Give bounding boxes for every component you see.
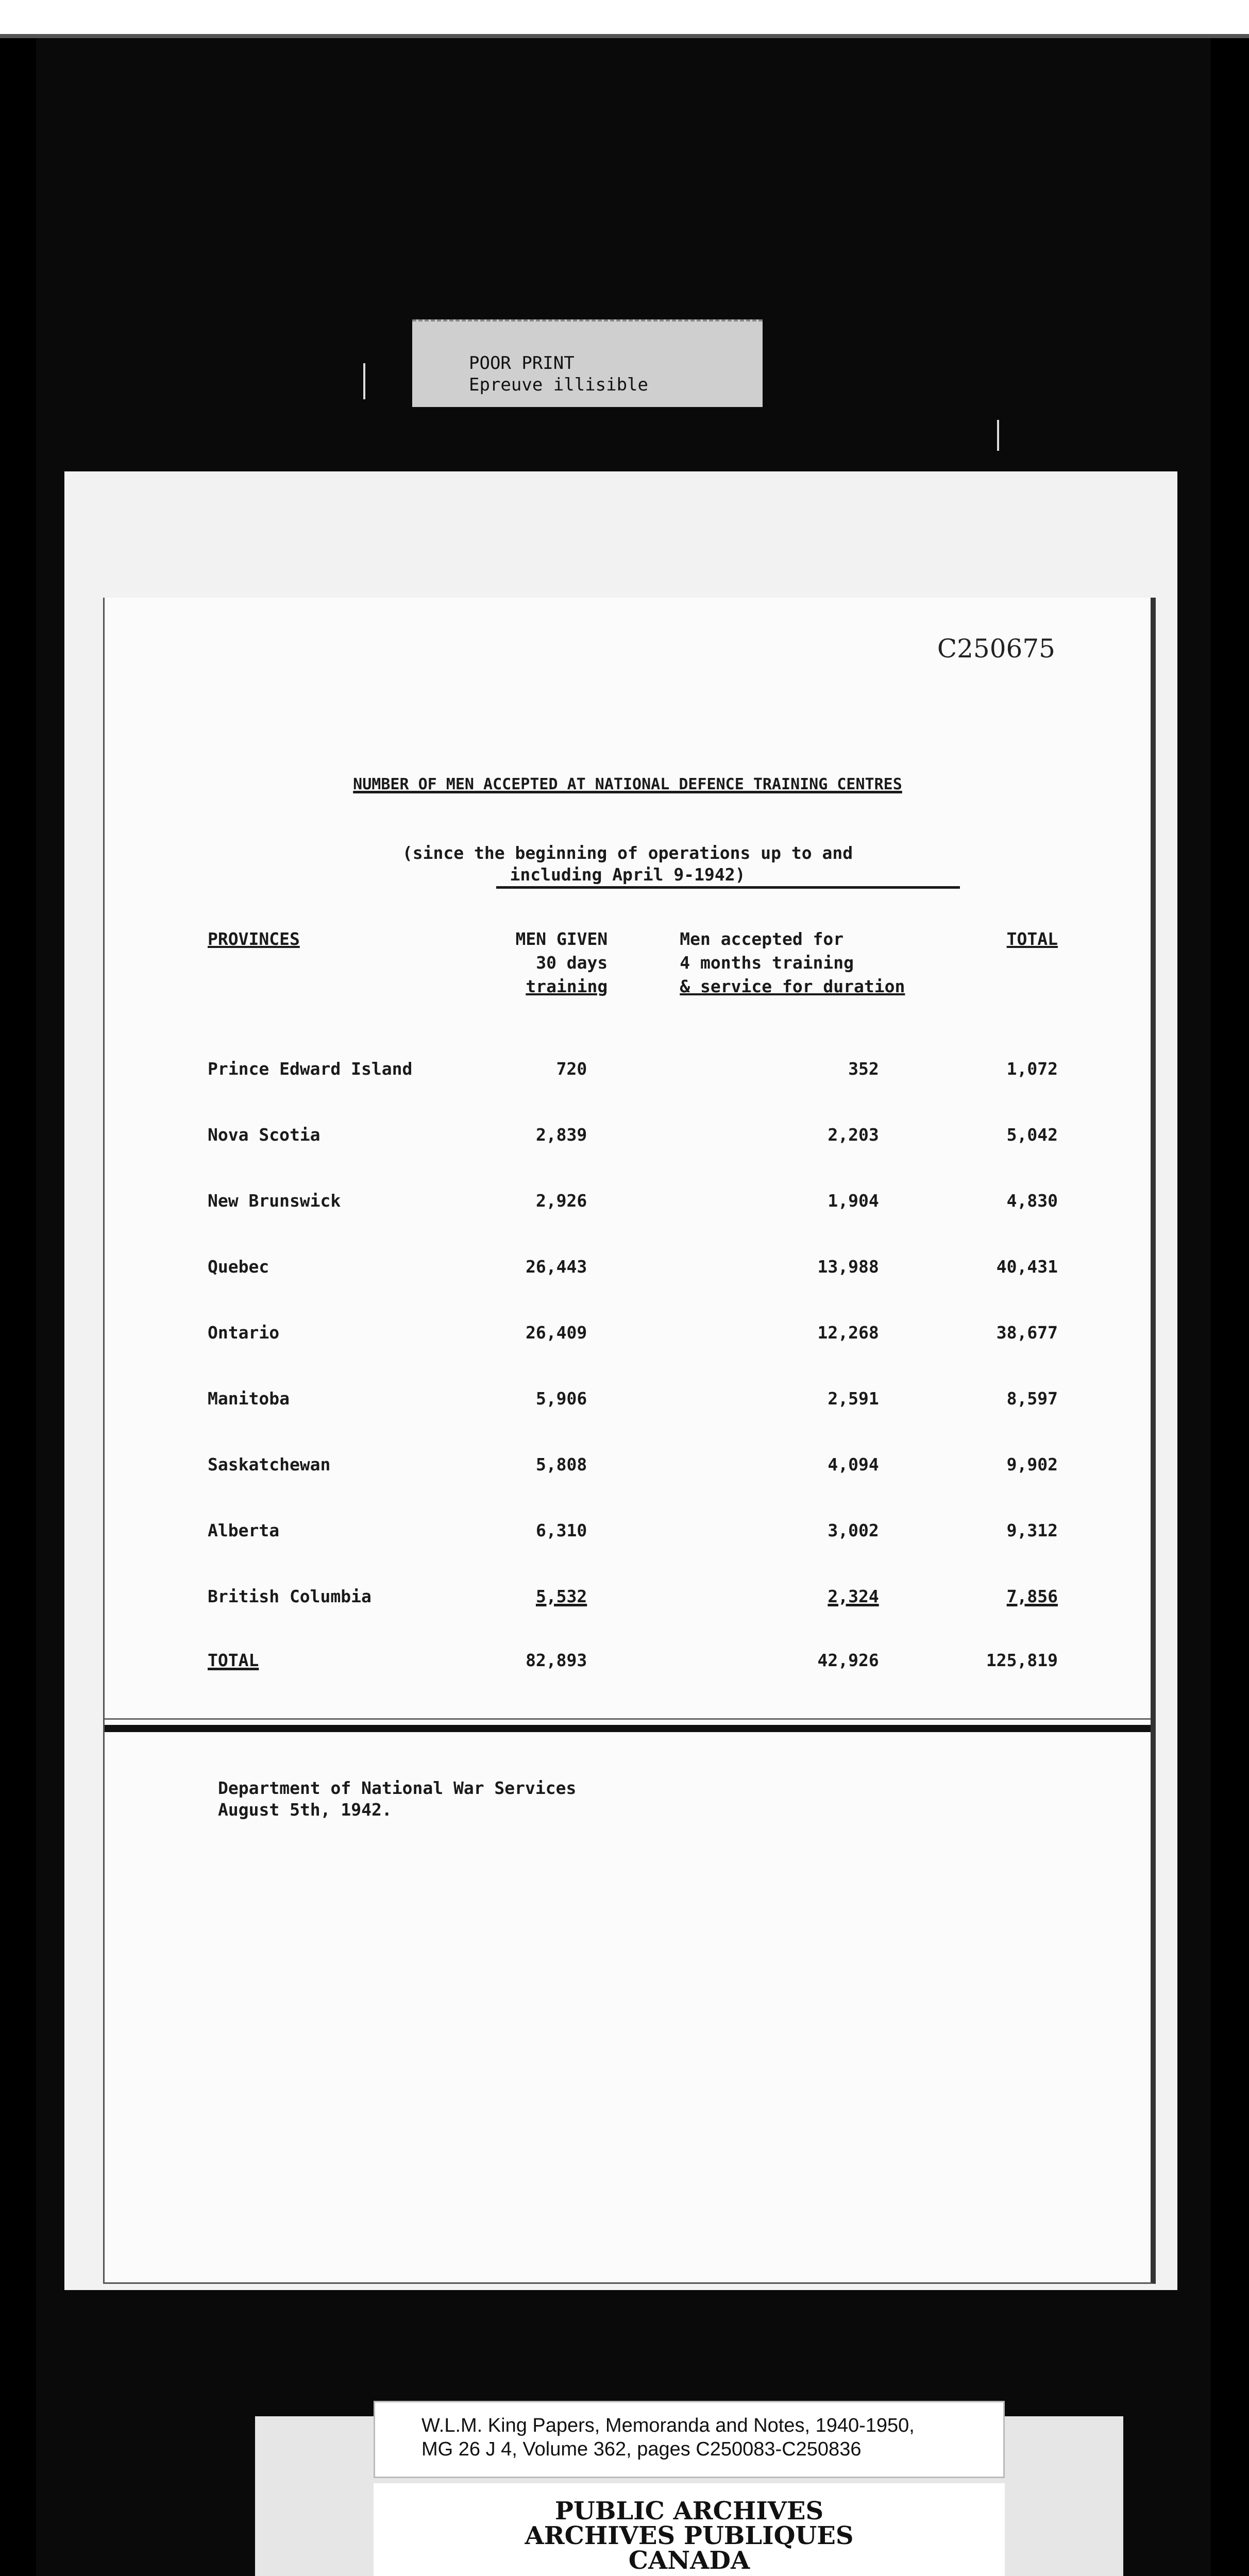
divider-thick bbox=[105, 1725, 1151, 1732]
subtitle-line2: including April 9-1942) bbox=[510, 865, 746, 885]
cell-province: Ontario bbox=[208, 1322, 280, 1343]
header-men-accepted: Men accepted for 4 months training & service for duration bbox=[680, 929, 905, 996]
table-row bbox=[208, 1497, 1058, 1563]
cell-total: 5,042 bbox=[1006, 1124, 1058, 1145]
cell-province: Nova Scotia bbox=[208, 1124, 320, 1145]
cell-accepted: 2,324 bbox=[828, 1586, 879, 1606]
cell-province: Quebec bbox=[208, 1256, 269, 1277]
cell-given: 720 bbox=[556, 1058, 587, 1079]
cell-accepted: 4,094 bbox=[828, 1454, 879, 1475]
cell-total: 4,830 bbox=[1006, 1190, 1058, 1211]
cell-total: 38,677 bbox=[996, 1322, 1058, 1343]
cell-province: Alberta bbox=[208, 1520, 280, 1540]
cell-province: British Columbia bbox=[208, 1586, 372, 1606]
cell-total: 9,902 bbox=[1006, 1454, 1058, 1475]
stamp-line3: CANADA bbox=[628, 2546, 750, 2575]
footer-line1: Department of National War Services bbox=[218, 1778, 577, 1798]
top-rule bbox=[0, 34, 1249, 38]
cell-province: New Brunswick bbox=[208, 1190, 341, 1211]
cell-total: 8,597 bbox=[1006, 1388, 1058, 1409]
cell-accepted: 3,002 bbox=[828, 1520, 879, 1540]
table-total-row bbox=[208, 1629, 1058, 1691]
divider-thin bbox=[105, 1718, 1151, 1720]
caption-line2: MG 26 J 4, Volume 362, pages C250083-C250836 bbox=[421, 2438, 862, 2460]
document-page bbox=[103, 598, 1156, 2284]
footer-line2: August 5th, 1942. bbox=[218, 1800, 392, 1820]
footer-note bbox=[218, 1777, 576, 1821]
cell-accepted: 2,203 bbox=[828, 1124, 879, 1145]
cell-accepted: 13,988 bbox=[817, 1256, 879, 1277]
cell-given: 5,532 bbox=[535, 1586, 587, 1606]
archive-label bbox=[255, 2416, 1123, 2576]
cell-total-accepted: 42,926 bbox=[817, 1650, 879, 1670]
header-total: TOTAL bbox=[1006, 929, 1058, 949]
cell-given: 26,443 bbox=[526, 1256, 587, 1277]
cell-given: 5,808 bbox=[535, 1454, 587, 1475]
cell-accepted: 352 bbox=[848, 1058, 879, 1079]
header-provinces: PROVINCES bbox=[208, 929, 300, 949]
cell-given: 2,839 bbox=[535, 1124, 587, 1145]
stamp-line2: ARCHIVES PUBLIQUES bbox=[525, 2521, 854, 2550]
cell-accepted: 2,591 bbox=[828, 1388, 879, 1409]
cell-total-given: 82,893 bbox=[526, 1650, 587, 1670]
film-mark-left bbox=[363, 363, 365, 399]
cell-total: 7,856 bbox=[1006, 1586, 1058, 1606]
subtitle-underline bbox=[496, 886, 960, 889]
caption-line1: W.L.M. King Papers, Memoranda and Notes, 1940-1950, bbox=[421, 2415, 915, 2436]
film-mark-right bbox=[997, 420, 999, 451]
cell-province: Prince Edward Island bbox=[208, 1058, 413, 1079]
poor-print-slip bbox=[412, 319, 763, 407]
table-row bbox=[208, 1299, 1058, 1365]
subtitle-line1: (since the beginning of operations up to and bbox=[402, 843, 853, 863]
table-row bbox=[208, 1233, 1058, 1299]
cell-province: Manitoba bbox=[208, 1388, 290, 1409]
poor-print-line2: Epreuve illisible bbox=[469, 375, 648, 395]
header-men-given: MEN GIVEN 30 days training bbox=[515, 929, 608, 996]
table-row bbox=[208, 1036, 1058, 1101]
table-row bbox=[208, 1431, 1058, 1497]
cell-accepted: 1,904 bbox=[828, 1190, 879, 1211]
stamp-line1: PUBLIC ARCHIVES bbox=[554, 2497, 824, 2526]
table-row bbox=[208, 1101, 1058, 1167]
page-title: NUMBER OF MEN ACCEPTED AT NATIONAL DEFENCE TRAINING CENTRES bbox=[353, 775, 902, 793]
page-subtitle bbox=[105, 842, 1151, 886]
cell-total: 40,431 bbox=[996, 1256, 1058, 1277]
cell-grand-total: 125,819 bbox=[986, 1650, 1058, 1670]
archive-caption bbox=[374, 2401, 1005, 2478]
cell-given: 6,310 bbox=[535, 1520, 587, 1540]
provinces-table bbox=[208, 927, 1058, 1691]
cell-given: 5,906 bbox=[535, 1388, 587, 1409]
table-row bbox=[208, 1563, 1058, 1629]
cell-given: 26,409 bbox=[526, 1322, 587, 1343]
cell-total-label: TOTAL bbox=[208, 1650, 259, 1670]
poor-print-line1: POOR PRINT bbox=[469, 353, 575, 374]
cell-total: 1,072 bbox=[1006, 1058, 1058, 1079]
top-margin bbox=[0, 0, 1249, 36]
table-header-row bbox=[208, 927, 1058, 1036]
cell-province: Saskatchewan bbox=[208, 1454, 331, 1475]
table-row bbox=[208, 1365, 1058, 1431]
cell-given: 2,926 bbox=[535, 1190, 587, 1211]
archive-stamp bbox=[374, 2483, 1005, 2576]
cell-accepted: 12,268 bbox=[817, 1322, 879, 1343]
cell-total: 9,312 bbox=[1006, 1520, 1058, 1540]
page-reference: C250675 bbox=[937, 634, 1055, 664]
table-row bbox=[208, 1167, 1058, 1233]
